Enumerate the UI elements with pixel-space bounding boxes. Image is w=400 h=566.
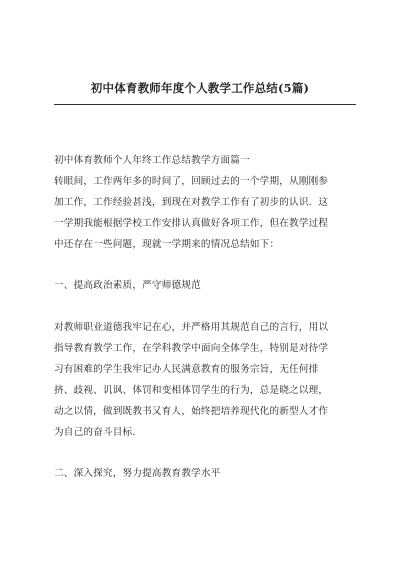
paragraph-line: 中还存在一些问题，现就一学期来的情况总结如下： xyxy=(54,238,280,250)
spacer xyxy=(54,255,360,276)
paragraph-line: 转眼间，工作两年多的时间了，回顾过去的一个学期，从刚刚参 xyxy=(54,175,329,187)
paragraph-line: 习有困难的学生我牢记办人民满意教育的服务宗旨，无任何排 xyxy=(54,363,319,375)
spacer xyxy=(54,443,360,464)
paragraph-line: 一学期我能根据学校工作安排认真做好各项工作，但在教学过程 xyxy=(54,217,329,229)
paragraph-line: 对教师职业道德我牢记在心，并严格用其规范自己的言行，用以 xyxy=(54,322,329,334)
paragraph-line: 加工作，工作经验甚浅，到现在对教学工作有了初步的认识．这 xyxy=(54,196,329,208)
spacer xyxy=(54,297,360,318)
paragraph-2 xyxy=(54,318,360,443)
paragraph-1 xyxy=(54,172,360,256)
paragraph-line: 挤、歧视、讥讽、体罚和变相体罚学生的行为，总是晓之以理， xyxy=(54,384,329,396)
paragraph-line: 指导教育教学工作，在学科教学中面向全体学生，特别是对待学 xyxy=(54,343,329,355)
paragraph-line: 动之以情，做到既教书又育人，始终把培养现代化的新型人才作 xyxy=(54,405,329,417)
section-heading-1: 一、提高政治素质，严守师德规范 xyxy=(54,280,201,292)
intro-heading: 初中体育教师个人年终工作总结教学方面篇一 xyxy=(54,155,250,166)
title-divider xyxy=(54,104,356,105)
document-title: 初中体育教师年度个人教学工作总结(5篇) xyxy=(90,81,310,95)
document-body xyxy=(54,151,360,485)
section-heading-2: 二、深入探究，努力提高教育教学水平 xyxy=(54,468,221,480)
paragraph-line: 为自己的奋斗目标. xyxy=(54,426,136,438)
